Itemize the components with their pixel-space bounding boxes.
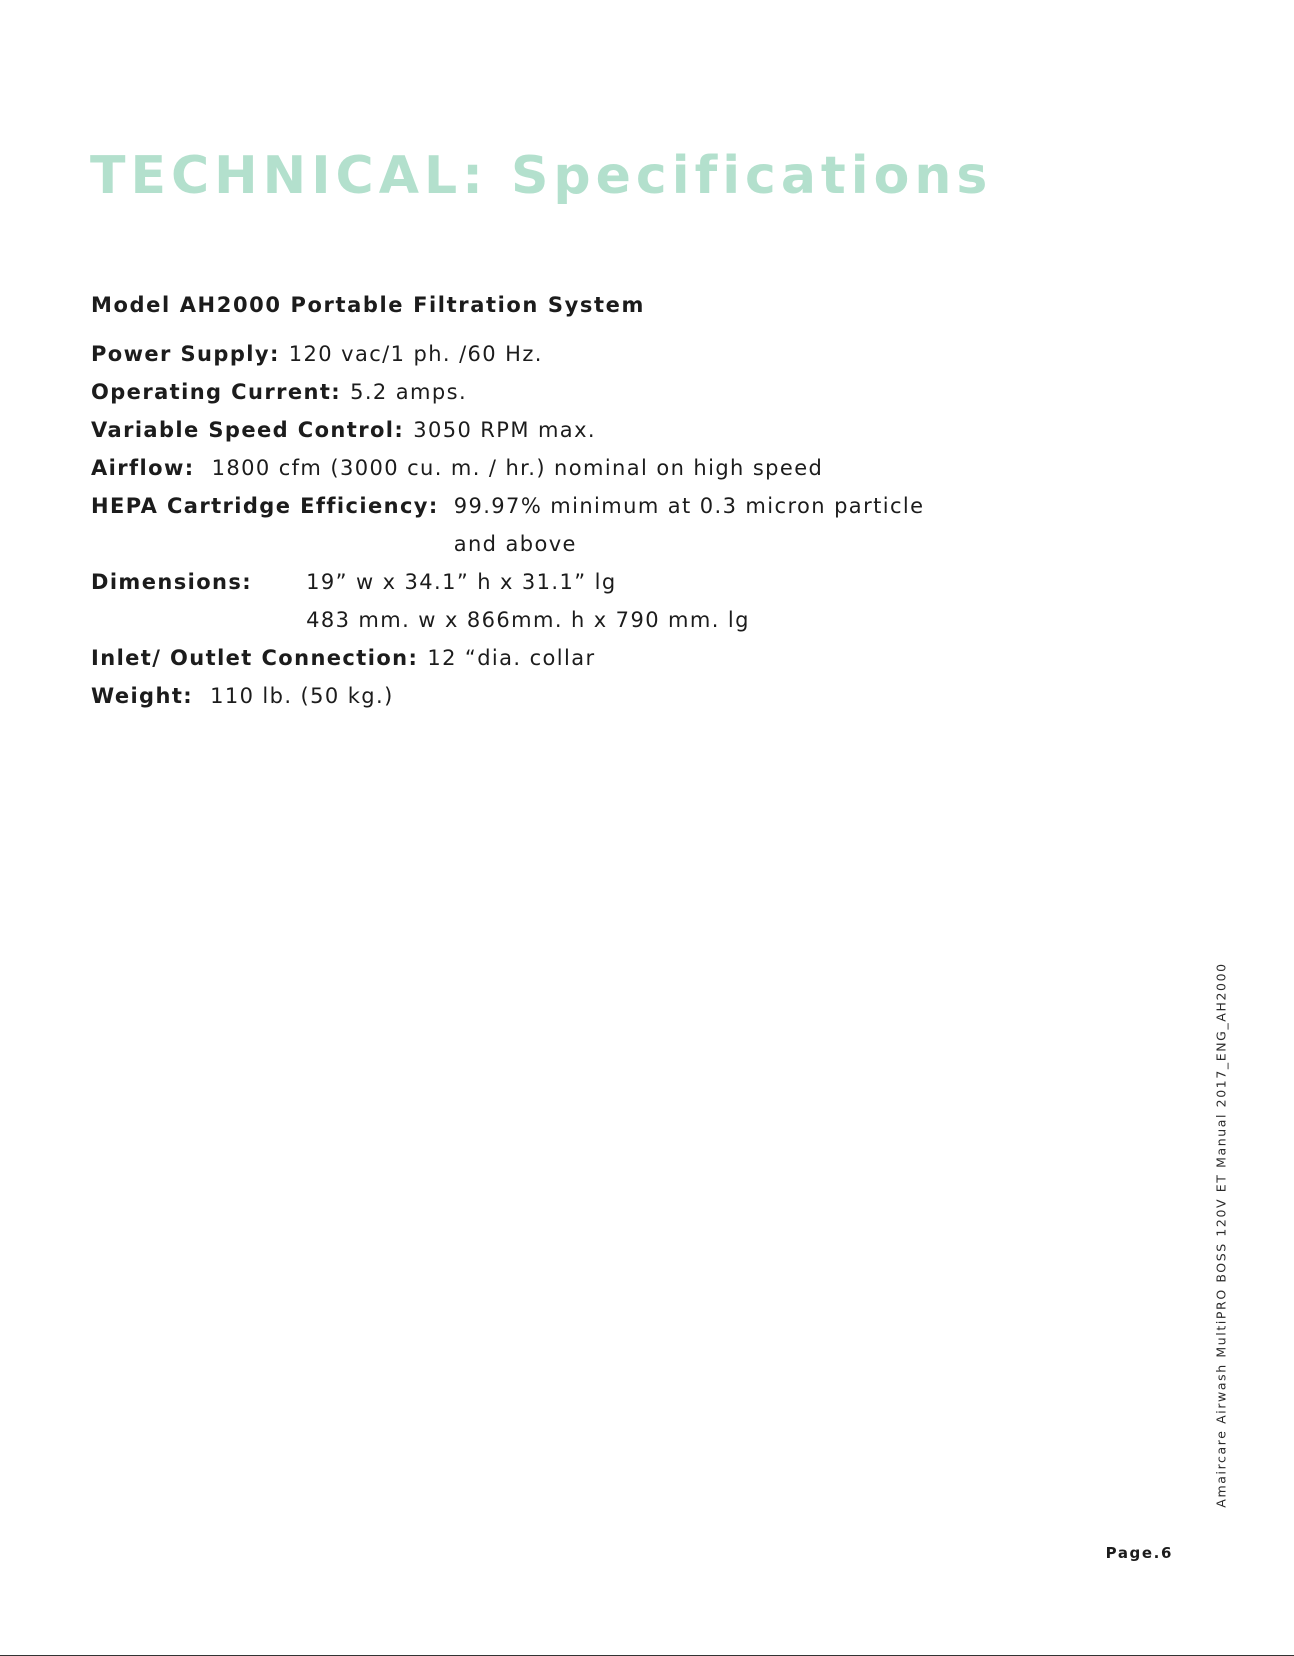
spec-label: Variable Speed Control: [91,418,405,442]
spec-row-operating-current [91,373,1111,411]
spec-list [91,335,1111,715]
spec-row-power-supply [91,335,1111,373]
spec-label: HEPA Cartridge Efficiency: [91,494,439,518]
spec-value-line: 99.97% minimum at 0.3 micron particle [453,494,925,518]
spec-value-line: and above [453,532,577,556]
page-number: Page.6 [1105,1544,1173,1562]
document-id-note: Amaircare Airwash MultiPRO BOSS 120V ET Manual 2017_ENG_AH2000 [1213,962,1229,1508]
spec-value: 1800 cfm (3000 cu. m. / hr.) nominal on high speed [211,456,824,480]
page-title: TECHNICAL: Specifications [90,146,993,206]
model-heading: Model AH2000 Portable Filtration System [91,293,645,317]
spec-row-dimensions [91,563,1111,639]
spec-label: Airflow: [91,456,195,480]
spec-row-speed-control [91,411,1111,449]
spec-value-line: 483 mm. w x 866mm. h x 790 mm. lg [306,608,750,632]
spec-value [454,487,925,563]
spec-label: Power Supply: [91,342,280,366]
spec-row-weight [91,677,1111,715]
spec-value [306,563,750,639]
spec-label: Weight: [91,684,194,708]
spec-label: Inlet/ Outlet Connection: [91,646,419,670]
spec-row-airflow [91,449,1111,487]
spec-row-inlet-outlet [91,639,1111,677]
spec-label: Operating Current: [91,380,342,404]
spec-value: 3050 RPM max. [413,418,596,442]
spec-row-hepa-efficiency [91,487,1111,563]
spec-label: Dimensions: [91,570,253,594]
spec-value-line: 19” w x 34.1” h x 31.1” lg [306,570,617,594]
spec-value: 110 lb. (50 kg.) [210,684,394,708]
spec-value: 120 vac/1 ph. /60 Hz. [288,342,543,366]
spec-value: 5.2 amps. [350,380,468,404]
spec-value: 12 “dia. collar [427,646,596,670]
